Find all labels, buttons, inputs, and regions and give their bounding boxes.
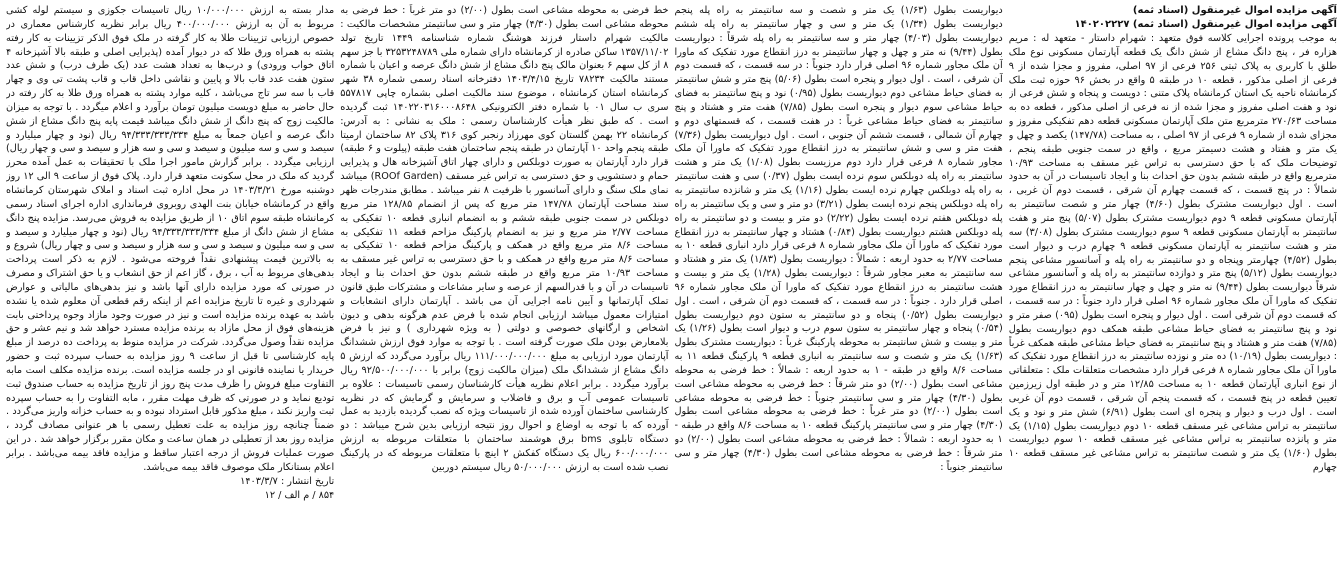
notice-reference: ۸۵۴ / م الف / ۱۲ (264, 489, 335, 501)
notice-column-text: دیواریست بطول (۱/۶۳) یک متر و شصت و سه سانتیمتر به راه پله پنجم دیواریست بطول (۱/۳۴) یک متر و سی و چهار سانتیمتر به راه پله ششم دیواریست بطول (۴/۰۳) چهار متر و سه سانتیمتر به راه پله شرقاً : دیواریست بطول (۹/۴۴) نه متر و چهل و چهار سانتیمتر به درز انقطاع مورد تفکیک که ماورا آن ملک مجاور شماره ۹۶ اصلی قرار دارد جنوباً : در سه قسمت ، که قسمت دوم آن شرقی ، است . اول دیوار و پنجره است بطول (۵/۰۶) پنج متر و شش سانتیمتر به فضای حیاط مشاعی دوم دیواریست بطول (۰/۹۵) نود و پنج سانتیمتر به فضای حیاط مشاعی سوم دیوار و پنجره است بطول (۷/۸۵) هفت متر و هشتاد و پنج سانتیمتر به فضای حیاط مشاعی غرباً : در هفت قسمت ، که قسمتهای دوم و چهارم آن شمالی ، قسمت ششم آن جنوبی ، است . اول دیواریست بطول (۷/۳۶) هفت متر و سی و شش سانتیمتر به درز انقطاع مورد تفکیک که ماورا آن ملک مجاور شماره ۸ فرعی قرار دارد دوم مرزیست بطول (۱/۰۸) یک متر و هشت سانتیمتر به راه پله دوبلکس سوم نرده ایست بطول (۰/۳۷) سی و هفت سانتیمتر به راه پله دوبلکس چهارم نرده ایست بطول (۱/۱۶) یک متر و شانزده سانتیمتر به راه پله دوبلکس پنجم نرده ایست بطول (۳/۲۱) دو متر و سی و یک سانتیمتر به راه پله دوبلکس هفتم نرده ایست بطول (۲/۲۲) دو متر و بیست و دو سانتیمتر به راه پله دوبلکس هشتم دیواریست بطول (۰/۸۴) هشتاد و چهار سانتیمتر به درز انقطاع مورد تفکیک که ماورا آن ملک مجاور شماره ۸ فرعی قرار دارد انباری قطعه ۱۰ به مساحت ۲/۷۷ به حدود اربعه : شمالاً : دیواریست بطول (۱/۸۳) یک متر و هشتاد و سه سانتیمتر به معبر مجاور شرقاً : دیواریست بطول (۱/۲۸) یک متر و بیست و هشت سانتیمتر به درز انقطاع مورد تفکیک که ماورا آن ملک مجاور شماره ۹۶ اصلی قرار دارد . جنوباً : در سه قسمت ، که قسمت دوم آن شرقی ، است . اول دیواریست بطول (۰/۵۲) پنجاه و دو سانتیمتر به ستون دوم دیواریست بطول (۰/۵۴) پنجاه و چهار سانتیمتر به ستون سوم درب و دیوار است بطول (۱/۲۶) یک متر و بیست و شش سانتیمتر به محوطه پارکینگ غرباً : دیواریست مشترک بطول (۱/۶۳) یک متر و شصت و سه سانتیمتر به انباری قطعه ۹ پارکینگ قطعه ۱۱ به مساحت ۸/۶ واقع در طبقه - ۱ به حدود اربعه : شمالاً : خط فرضی به محوطه مشاعی است بطول (۲/۰۰) دو متر شرقاً : خط فرضی به محوطه مشاعی است بطول (۴/۳۰) چهار متر و سی سانتیمتر جنوباً : خط فرضی به محوطه مشاعی است بطول (۲/۰۰) دو متر غرباً : خط فرضی به محوطه مشاعی است بطول (۴/۳۰) چهار متر و سی سانتیمتر پارکینگ قطعه ۱۰ به مساحت ۸/۶ واقع در طبقه - ۱ به حدود اربعه : شمالاً : خط فرضی به محوطه مشاعی است بطول (۲/۰۰) دو متر شرقاً : خط فرضی به محوطه مشاعی است بطول (۴/۳۰) چهار متر و سی سانتیمتر جنوباً : (674, 5, 1003, 473)
notice-column-3 (340, 4, 668, 558)
notice-column-text: مدار بسته به ارزش ۱۰/۰۰۰/۰۰۰ ریال تاسیسات جکوزی و سیستم لوله کشی مربوط به آن به ارزش ۴۰۰/۰۰۰/۰۰۰ ریال برابر نظریه کارشناس معماری در خصوص ارزیابی تزیینات طلا به کار گرفته در ملک فوق الذکر تزیینات به کار رفته پشته به همراه ورق طلا که در دیوار آمده (پذیرایی اصلی و طبقه بالا آشپزخانه ۴ اتاق خواب ورودی) و درب‌ها به تعداد هشت عدد (یک طرف درب) و شش عدد ستون هفت عدد قاب بالا و پایین و نقاشی داخل قاب و قاب پشت تی وی و چهار قاب با سه سر تاج می‌باشد ، کلیه موارد پشته به همراه ورق طلا به کار رفته در حال حاضر به مبلغ دویست میلیون تومان برآورد و اعلام میگردد . با توجه به میزان مالکیت زوج که پنج دانگ از شش دانگ میباشد قیمت پایه پنج دانگ مشاع از شش دانگ عرصه و اعیان جمعاً به مبلغ ۹۴/۳۳۳/۳۳۳/۳۳۴ ریال (نود و چهار میلیارد و سیصد و سی و سه میلیون و سیصد و سی و سه هزار و سیصد و سی و چهار ریال) ارزیابی میگردد . برابر گزارش مامور اجرا ملک با تحقیقات به عمل آمده محرز گردید که ملک در محل سکونت متعهد قرار دارد. پلاک فوق از ساعت ۹ الی ۱۲ روز دوشنبه مورخ ۱۴۰۳/۳/۲۱ در محل اداره ثبت اسناد و املاک شهرستان کرمانشاه واقع در کرمانشاه خیابان بنت الهدی روبروی فرمانداری اداره اجرای اسناد رسمی کرمانشاه طبقه سوم اتاق ۱۰ از طریق مزایده به فروش می‌رسد. مزایده پنج دانگ مشاع از شش دانگ از مبلغ ۹۴/۳۳۳/۳۳۳/۳۳۴ ریال (نود و چهار میلیارد و سیصد و سی و سه میلیون و سیصد و سی و سه هزار و سیصد و سی و چهار ریال) شروع و به بالاترین قیمت پیشنهادی نقداً فروخته می‌شود . لازم به ذکر است پرداخت بدهی‌های مربوط به آب ، برق ، گاز اعم از حق انشعاب و یا حق اشتراک و مصرف در صورتی که مورد مزایده دارای آنها باشد و نیز بدهی‌های مالیاتی و عوارض شهرداری و غیره تا تاریخ مزایده اعم از اینکه رقم قطعی آن معلوم شده یا نشده باشد به عهده برنده مزایده است و نیز در صورت وجود مازاد وجوه پرداختی بابت هزینه‌های فوق از محل مازاد به برنده مزایده مسترد خواهد شد و نیم عشر و حق مزایده نقداً وصول می‌گردد. شرکت در مزایده منوط به پرداخت ده درصد از مبلغ پایه کارشناسی تا قبل از ساعت ۹ روز مزایده به حساب سپرده ثبت و حضور خریدار یا نماینده قانونی او در جلسه مزایده است. برنده مزایده مکلف است مابه التفاوت مبلغ فروش را ظرف مدت پنج روز از تاریخ مزایده به حساب صندوق ثبت تودیع نماید و در صورتی که ظرف مهلت مقرر ، مابه التفاوت را به حساب سپرده ثبت واریز نکند ، مبلغ مذکور قابل استرداد نبوده و به حساب خزانه واریز می‌گردد . ضمناً چنانچه روز مزایده به علت تعطیل رسمی با هر عنوانی مصادف گردد ، مزایده روز بعد از تعطیلی در همان ساعت و مکان مقرر برگزار خواهد شد . در این صورت عملیات فروش از درجه اعتبار ساقط و مزایده فاقد بیمه می‌باشد . برابر اعلام بستانکار ملک موصوف فاقد بیمه می‌باشد. (6, 5, 335, 473)
notice-header-2: آگهی مزایده اموال غیرمنقول (اسناد ثمه) ۱۴۰۲۰۲۲۲۷ (1074, 19, 1337, 30)
notice-column-1 (1009, 4, 1337, 558)
publish-date: تاریخ انتشار : ۱۴۰۳/۳/۷ (240, 475, 335, 487)
notice-column-2 (675, 4, 1003, 558)
notice-column-4 (6, 4, 334, 558)
notice-column-text: خط فرضی به محوطه مشاعی است بطول (۲/۰۰) دو متر غرباً : خط فرضی به محوطه مشاعی است بطول (۴/۳۰) چهار متر و سی سانتیمتر مشخصات مالکیت : مالکیت شهرام داستار فرزند هوشنگ شماره شناسنامه ۱۴۴۹ تاریخ تولد ۱۳۵۷/۱۱/۰۲ ساکن صادره از کرمانشاه دارای شماره ملی ۳۲۵۳۲۴۸۷۸۹ با جز سهم ۸ از کل سهم ۶ بعنوان مالک پنج دانگ مشاع از شش دانگ عرصه و اعیان با شماره مستند مالکیت ۷۸۲۳۴ تاریخ ۱۴۰۳/۴/۱۵ دفترخانه اسناد رسمی شماره ۳۸ شهر کرمانشاه استان کرمانشاه ، موضوع سند مالکیت اصلی بشماره چاپی ۵۵۷۸۱۷ سری ب سال ۰۱ با شماره دفتر الکترونیکی ۱۴۰۲۲۰۳۱۶۰۰۰۸۶۴۸ ثبت گردیده است . که طبق نظر هیأت کارشناسان رسمی : ملک به نشانی : به آدرس: کرمانشاه ۲۲ بهمن گلستان کوی مهرزاد رنجبر کوی ۳۱۶ پلاک ۸۲ ساختمان ارمیتا طبقه پنجم واحد ۱۰ آپارتمان در طبقه پنجم ساختمان هفت طبقه (پیلوت و ۶ طبقه) قرار دارد آپارتمان به صورت دوبلکس و دارای چهار اتاق آشپزخانه هال و پذیرایی حمام و دستشویی و حق دسترسی به تراس غیر مسقف (ROOf Garden) میباشد نمای ملک سنگ و دارای آسانسور با ظرفیت ۸ نفر میباشد . مطابق مندرجات ظهر سند مساحت آپارتمان ۱۴۷/۷۸ متر مربع که پس از انضمام ۱۲۸/۸۵ متر مربع دوبلکس در سمت جنوبی طبقه ششم و به انضمام انباری قطعه ۱۰ تفکیکی به مساحت ۲/۷۷ متر مربع و نیز به انضمام پارکینگ مزاحم قطعه ۱۱ تفکیکی به مساحت ۸/۶ متر مربع واقع در همکف و پارکینگ مزاحم قطعه ۱۰ تفکیکی به مساحت ۸/۶ متر مربع واقع در همکف و با حق دسترسی به تراس غیر مسقف به مساحت ۱۰/۹۳ متر مربع واقع در طبقه ششم بدون حق احداث بنا و ایجاد تاسیسات در آن و با قدرالسهم از عرصه و سایر مشاعات و مشترکات طبق قانون تملک آپارتمانها و آیین نامه اجرایی آن می باشد . آپارتمان دارای انشعابات و امتیازات معمول میباشد ارزیابی انجام شده با فرض عدم هرگونه بدهی و دیون اشخاص و ارگانهای خصوصی و دولتی ( به ویژه شهرداری ) و نیز با فرض بلامعارض بودن ملک صورت گرفته است . با توجه به موارد فوق ارزش ششدانگ آپارتمان مورد ارزیابی به مبلغ ۱۱۱/۰۰۰/۰۰۰/۰۰۰ ریال برآورد می‌گردد که ارزش ۵ دانگ مشاع از ششدانگ ملک (میزان مالکیت زوج) برابر با ۹۲/۵۰۰/۰۰۰/۰۰۰ ریال برآورد میگردد . برابر اعلام نظریه هیأت کارشناسان رسمی تاسیسات : علاوه بر تاسیسات عمومی آب و برق و فاضلاب و سرمایش و گرمایش که در نظریه کارشناسی ساختمان آورده شده از تاسیسات ویژه که نصب گردیده بازدید به عمل آورده که با توجه به اوضاع و احوال روز نتیجه ارزیابی بدین شرح میباشد : دو دستگاه تابلوی bms برق هوشمند ساختمان با متعلقات مربوطه به ارزش ۶۰۰/۰۰۰/۰۰۰ ریال یک دستگاه کفکش ۲ اینچ با متعلقات مربوطه که در پارکینگ نصب شده است به ارزش ۵۰/۰۰۰/۰۰۰ ریال سیستم دوربین (340, 5, 669, 473)
notice-header-1: آگهی مزایده اموال غیرمنقول (اسناد ثمه) (1132, 5, 1337, 16)
notice-column-text: به موجب پرونده اجرایی کلاسه فوق متعهد : شهرام داستار - متعهد له : مریم هزاره فر ، پنج دانگ مشاع از شش دانگ یک قطعه آپارتمان مسکونی نوع ملک طلق با کاربری به پلاک ثبتی ۲۵۶ فرعی از ۹۷ اصلی، مفروز و مجزا شده از ۹ فرعی از اصلی مذکور ، قطعه ۱۰ در طبقه ۵ واقع در بخش ۹۶ حوزه ثبت ملک کرمانشاه ناحیه یک استان کرمانشاه پلاک متنی : دویست و پنجاه و شش فرعی از نود و هفت اصلی مفروز و مجزا شده از نه فرعی از اصلی مذکور ، قطعه ده به مساحت ۲۷۰/۶۳ مترمربع متن ملک آپارتمان مسکونی قطعه دهم تفکیکی مفروز و مجزای شده از شماره ۹ فرعی از ۹۷ اصلی ، به مساحت (۱۴۷/۷۸) یکصد و چهل و یک متر و هفتاد و هشت دسیمتر مربع ، واقع در سمت جنوبی طبقه پنجم ، توضیحات ملک که با حق دسترسی به تراس غیر مسقف به مساحت ۱۰/۹۳ مترمربع واقع در طبقه ششم بدون حق احداث بنا و ایجاد تاسیسات در آن به حدود شمالاً : در پنج قسمت ، که قسمت چهارم آن شرقی ، قسمت دوم آن غربی ، است . اول دیواریست مشترک بطول (۴/۶۰) چهار متر و شصت سانتیمتر به آپارتمان مسکونی قطعه ۹ دوم دیواریست مشترک بطول (۵/۰۷) پنج متر و هفت سانتیمتر به آپارتمان مسکونی قطعه ۹ سوم دیواریست مشترک بطول (۳/۰۸) سه متر و هشت سانتیمتر به آپارتمان مسکونی قطعه ۹ چهارم درب و دیوار است بطول (۴/۵۲) چهارمتر وپنجاه و دو سانتیمتر به راه پله و آسانسور مشاعی پنجم دیواریست بطول (۵/۱۲) پنج متر و دوازده سانتیمتر به راه پله و آسانسور مشاعی شرقاً دیواریست بطول (۹/۴۴) نه متر و چهل و چهار سانتیمتر به درز انقطاع مورد تفکیک که ماورا آن ملک مجاور شماره ۹۶ اصلی قرار دارد جنوباً : در سه قسمت ، که قسمت دوم آن شرقی است . اول دیوار و پنجره است بطول (۰۹۵) صفر متر و نود و پنج سانتیمتر به فضای حیاط مشاعی طبقه همکف دوم دیواریست بطول (۷/۸۵) هفت متر و هشتاد و پنج سانتیمتر به فضای حیاط مشاعی طبقه همکف غرباً : دیواریست بطول (۱۰/۱۹) ده متر و نوزده سانتیمتر به درز انقطاع مورد تفکیک که ماورا آن ملک مجاور شماره ۸ فرعی قرار دارد مشخصات متعلقات ملک : متعلقاتی از نوع انباری آپارتمان قطعه ۱۰ به مساحت ۱۲/۸۵ متر و در طبقه اول زیرزمین تعیین قطعه در پنج قسمت ، که قسمت پنجم آن شرقی ، قسمت دوم آن غربی است . اول درب و دیوار و پنجره ای است بطول (۶/۹۱) شش متر و نود و یک سانتیمتر به تراس مشاعی غیر مسقف قطعه ۱۰ دوم دیواریست بطول (۱/۱۵) یک متر و پانزده سانتیمتر به تراس مشاعی غیر مسقف قطعه ۱۰ سوم دیواریست بطول (۱/۶۰) یک متر و شصت سانتیمتر به تراس مشاعی غیر مسقف قطعه ۱۰ چهارم (1008, 33, 1337, 474)
